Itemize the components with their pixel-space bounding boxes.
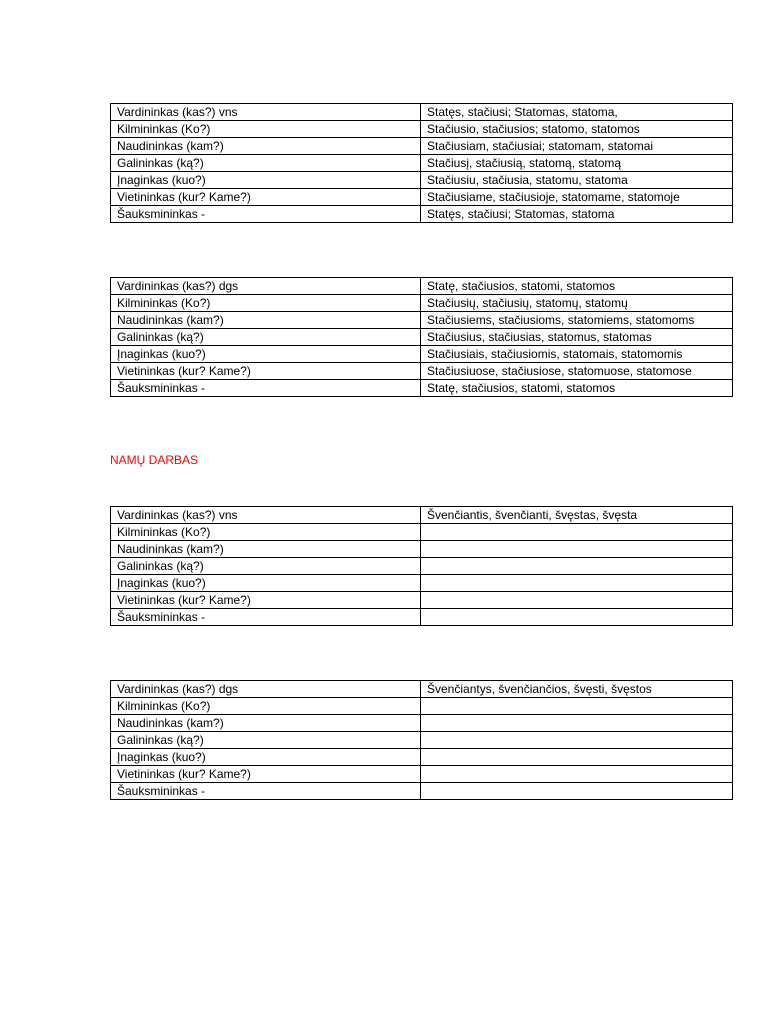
case-label: Naudininkas (kam?) bbox=[111, 715, 421, 732]
case-forms: Statę, stačiusios, statomi, statomos bbox=[421, 380, 733, 397]
case-forms-blank bbox=[421, 592, 733, 609]
case-label: Galininkas (ką?) bbox=[111, 329, 421, 346]
case-forms: Stačiusiam, stačiusiai; statomam, statomai bbox=[421, 138, 733, 155]
table-row bbox=[111, 363, 733, 380]
table-row bbox=[111, 783, 733, 800]
case-forms: Statęs, stačiusi; Statomas, statoma bbox=[421, 206, 733, 223]
homework-heading: NAMŲ DARBAS bbox=[110, 453, 199, 467]
case-forms-blank bbox=[421, 749, 733, 766]
case-label: Įnaginkas (kuo?) bbox=[111, 749, 421, 766]
table-row bbox=[111, 524, 733, 541]
table-row bbox=[111, 312, 733, 329]
table-row bbox=[111, 121, 733, 138]
case-forms: Stačiusį, stačiusią, statomą, statomą bbox=[421, 155, 733, 172]
case-label: Vardininkas (kas?) dgs bbox=[111, 681, 421, 698]
case-label: Šauksmininkas - bbox=[111, 206, 421, 223]
table-row bbox=[111, 698, 733, 715]
table-row bbox=[111, 155, 733, 172]
case-label: Vietininkas (kur? Kame?) bbox=[111, 766, 421, 783]
table-row bbox=[111, 715, 733, 732]
table-row bbox=[111, 206, 733, 223]
table-row bbox=[111, 558, 733, 575]
case-forms-blank bbox=[421, 766, 733, 783]
case-forms: Stačiusiu, stačiusia, statomu, statoma bbox=[421, 172, 733, 189]
table-row bbox=[111, 592, 733, 609]
table-row bbox=[111, 138, 733, 155]
table-row bbox=[111, 189, 733, 206]
declension-table-plural-homework bbox=[110, 680, 733, 800]
table-row bbox=[111, 575, 733, 592]
table-row bbox=[111, 507, 733, 524]
case-label: Galininkas (ką?) bbox=[111, 558, 421, 575]
case-forms: Stačiusiame, stačiusioje, statomame, statomoje bbox=[421, 189, 733, 206]
table-row bbox=[111, 329, 733, 346]
case-forms: Stačiusiais, stačiusiomis, statomais, statomomis bbox=[421, 346, 733, 363]
case-forms-blank bbox=[421, 732, 733, 749]
case-forms: Stačiusiuose, stačiusiose, statomuose, statomose bbox=[421, 363, 733, 380]
case-label: Įnaginkas (kuo?) bbox=[111, 346, 421, 363]
case-label: Šauksmininkas - bbox=[111, 609, 421, 626]
case-forms: Statę, stačiusios, statomi, statomos bbox=[421, 278, 733, 295]
case-label: Kilmininkas (Ko?) bbox=[111, 295, 421, 312]
table-row bbox=[111, 681, 733, 698]
case-label: Galininkas (ką?) bbox=[111, 732, 421, 749]
declension-table-plural-example bbox=[110, 277, 733, 397]
case-label: Šauksmininkas - bbox=[111, 380, 421, 397]
table-row bbox=[111, 732, 733, 749]
table-row bbox=[111, 346, 733, 363]
case-forms-blank bbox=[421, 575, 733, 592]
case-forms-blank bbox=[421, 558, 733, 575]
case-label: Vardininkas (kas?) vns bbox=[111, 104, 421, 121]
case-forms: Statęs, stačiusi; Statomas, statoma, bbox=[421, 104, 733, 121]
table-row bbox=[111, 278, 733, 295]
table-row bbox=[111, 295, 733, 312]
case-label: Naudininkas (kam?) bbox=[111, 541, 421, 558]
case-forms-blank bbox=[421, 524, 733, 541]
case-forms-blank bbox=[421, 783, 733, 800]
case-label: Galininkas (ką?) bbox=[111, 155, 421, 172]
table-row bbox=[111, 609, 733, 626]
table-row bbox=[111, 380, 733, 397]
case-label: Kilmininkas (Ko?) bbox=[111, 524, 421, 541]
declension-table-singular-example bbox=[110, 103, 733, 223]
case-label: Naudininkas (kam?) bbox=[111, 312, 421, 329]
table-row bbox=[111, 172, 733, 189]
case-label: Kilmininkas (Ko?) bbox=[111, 698, 421, 715]
case-forms: Stačiusių, stačiusių, statomų, statomų bbox=[421, 295, 733, 312]
case-forms: Stačiusiems, stačiusioms, statomiems, statomoms bbox=[421, 312, 733, 329]
case-label: Vardininkas (kas?) vns bbox=[111, 507, 421, 524]
table-row bbox=[111, 766, 733, 783]
case-label: Įnaginkas (kuo?) bbox=[111, 575, 421, 592]
case-label: Vietininkas (kur? Kame?) bbox=[111, 363, 421, 380]
case-label: Įnaginkas (kuo?) bbox=[111, 172, 421, 189]
case-forms: Stačiusio, stačiusios; statomo, statomos bbox=[421, 121, 733, 138]
declension-table-singular-homework bbox=[110, 506, 733, 626]
case-forms: Švenčiantis, švenčianti, švęstas, švęsta bbox=[421, 507, 733, 524]
case-label: Naudininkas (kam?) bbox=[111, 138, 421, 155]
case-forms: Švenčiantys, švenčiančios, švęsti, švęstos bbox=[421, 681, 733, 698]
table-row bbox=[111, 749, 733, 766]
case-forms: Stačiusius, stačiusias, statomus, statomas bbox=[421, 329, 733, 346]
table-row bbox=[111, 541, 733, 558]
case-forms-blank bbox=[421, 609, 733, 626]
case-forms-blank bbox=[421, 541, 733, 558]
case-forms-blank bbox=[421, 698, 733, 715]
case-label: Vardininkas (kas?) dgs bbox=[111, 278, 421, 295]
case-forms-blank bbox=[421, 715, 733, 732]
table-row bbox=[111, 104, 733, 121]
case-label: Kilmininkas (Ko?) bbox=[111, 121, 421, 138]
case-label: Vietininkas (kur? Kame?) bbox=[111, 592, 421, 609]
case-label: Šauksmininkas - bbox=[111, 783, 421, 800]
case-label: Vietininkas (kur? Kame?) bbox=[111, 189, 421, 206]
